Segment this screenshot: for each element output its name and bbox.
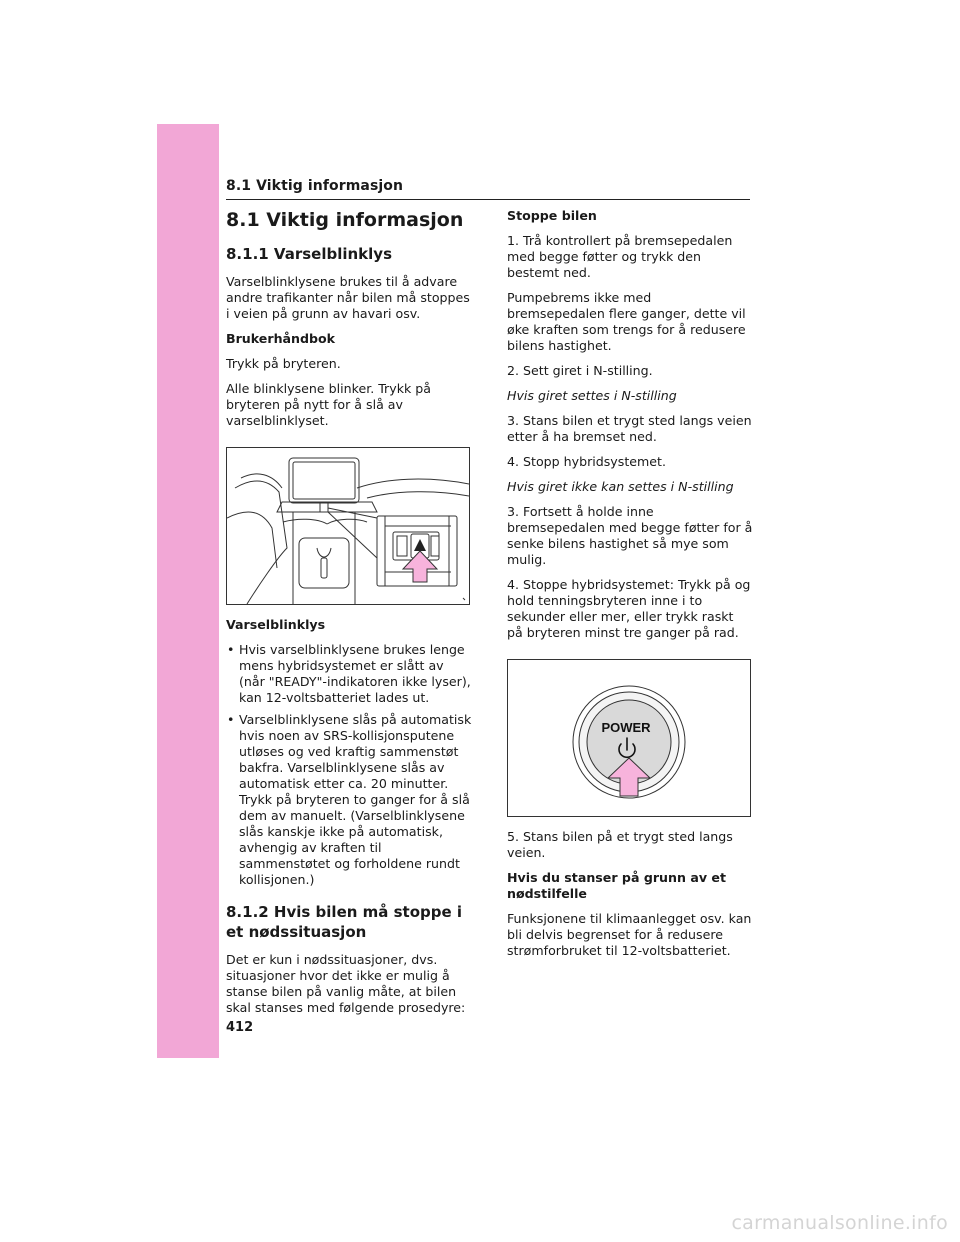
header-divider <box>226 199 750 200</box>
chapter-tab-strip <box>157 124 219 1058</box>
label-brukerhandbok: Brukerhåndbok <box>226 331 336 346</box>
emergency-intro-paragraph: Det er kun i nødssituasjoner, dvs. situasjoner hvor det ikke er mulig å stanse bilen på vanlig måte, at bilen skal stanses med følgende prosedyre: <box>226 952 466 1015</box>
warning-bullet-list <box>226 642 472 888</box>
power-button-figure <box>507 659 751 817</box>
running-header: 8.1 Viktig informasjon <box>226 178 404 194</box>
step-3a: 3. Stans bilen et trygt sted langs veien etter å ha bremset ned. <box>507 413 752 444</box>
right-column <box>507 208 753 968</box>
condition-n-position: Hvis giret settes i N-stilling <box>507 388 677 403</box>
label-varselblinklys: Varselblinklys <box>226 617 326 632</box>
instruction-paragraph-2: Alle blinklysene blinker. Trykk på bryteren på nytt for å slå av varselblinklyset. <box>226 381 431 428</box>
left-column <box>226 208 472 1025</box>
label-stoppe-bilen: Stoppe bilen <box>507 208 597 223</box>
watermark: carmanualsonline.info <box>731 1212 948 1234</box>
step-5: 5. Stans bilen på et trygt sted langs veien. <box>507 829 733 860</box>
climate-note: Funksjonene til klimaanlegget osv. kan bli delvis begrenset for å redusere strømforbruket til 12-voltsbatteriet. <box>507 911 752 958</box>
page-number: 412 <box>226 1020 254 1035</box>
dashboard-hazard-figure <box>226 447 470 605</box>
intro-paragraph: Varselblinklysene brukes til å advare andre trafikanter når bilen må stoppes i veien på grunn av havari osv. <box>226 274 470 321</box>
brake-note: Pumpebrems ikke med bremsepedalen flere ganger, dette vil øke kraften som trengs for å redusere bilens hastighet. <box>507 290 746 353</box>
label-emergency-stop: Hvis du stanser på grunn av et nødstilfelle <box>507 870 726 901</box>
list-item: • Varselblinklysene slås på automatisk hvis noen av SRS-kollisjonsputene utløses og ved kraftig sammenstøt bakfra. Varselblinklysene slås av automatisk etter ca. 20 minutter. Trykk på bryteren to ganger for å slå dem av manuelt. (Varselblinklysene slås kanskje ikke på automatisk, avhengig av kraften til sammenstøtet og forholdene rundt kollisjonen.) <box>226 712 472 888</box>
step-1: 1. Trå kontrollert på bremsepedalen med begge føtter og trykk den bestemt ned. <box>507 233 733 280</box>
subsection-heading-emergency-stop: 8.1.2 Hvis bilen må stoppe i et nødssituasjon <box>226 903 463 941</box>
list-item: • Hvis varselblinklysene brukes lenge mens hybridsystemet er slått av (når "READY"-indikatoren ikke lyser), kan 12-voltsbatteriet lades ut. <box>226 642 472 706</box>
step-2: 2. Sett giret i N-stilling. <box>507 363 653 378</box>
subsection-heading-varselblinklys: 8.1.1 Varselblinklys <box>226 245 393 263</box>
step-3b: 3. Fortsett å holde inne bremsepedalen med begge føtter for å senke bilens hastighet så mye som mulig. <box>507 504 753 567</box>
step-4a: 4. Stopp hybridsystemet. <box>507 454 666 469</box>
step-4b: 4. Stoppe hybridsystemet: Trykk på og hold tenningsbryteren inne i to sekunder eller mer, eller trykk raskt på bryteren minst tre ganger på rad. <box>507 577 751 640</box>
instruction-paragraph: Trykk på bryteren. <box>226 356 341 371</box>
power-label: POWER <box>601 720 651 735</box>
section-heading: 8.1 Viktig informasjon <box>226 209 464 231</box>
condition-no-n-position: Hvis giret ikke kan settes i N-stilling <box>507 479 734 494</box>
